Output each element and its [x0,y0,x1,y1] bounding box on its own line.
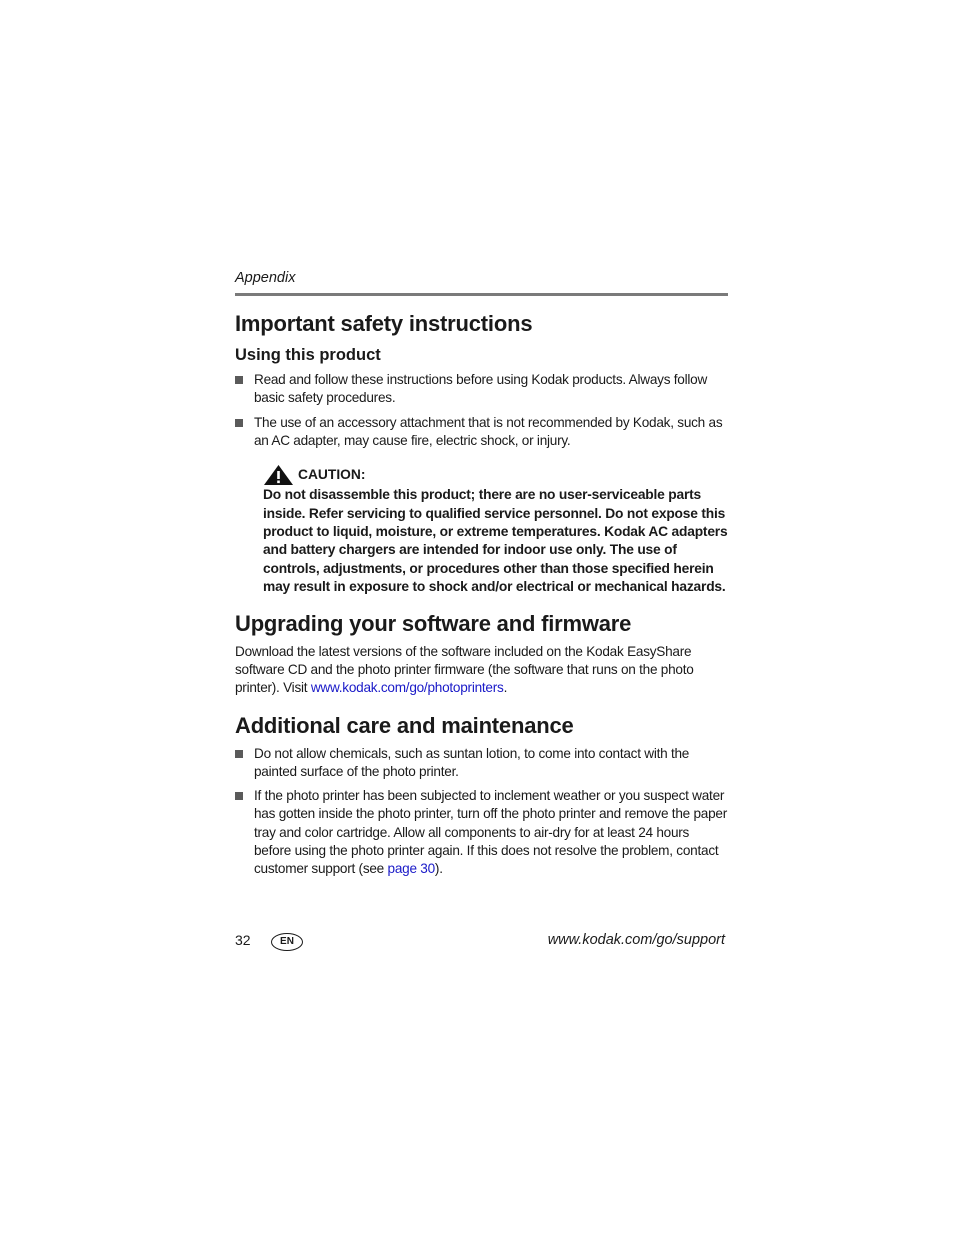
bullet-text: The use of an accessory attachment that is not recommended by Kodak, such as an AC adapter, may cause fire, electric shock, or injury. [254,414,723,448]
caution-box [263,464,728,596]
safety-bullet-list [235,371,728,450]
upgrading-heading: Upgrading your software and firmware [235,610,632,636]
warning-triangle-icon [263,464,294,486]
page-30-link[interactable]: page 30 [387,861,435,877]
care-heading: Additional care and maintenance [235,712,574,738]
upgrading-paragraph [235,643,728,698]
bullet-text: If the photo printer has been subjected to inclement weather or you suspect water has gotten inside the photo printer, turn off the photo printer and remove the paper tray and color cartridge. Allow all components to air-dry for at least 24 hours before using the photo printer again. If this does not resolve the problem, contact customer support (see [254,788,727,877]
caution-text: Do not disassemble this product; there are no user-serviceable parts inside. Refer servicing to qualified service personnel. Do not expose this product to liquid, moisture, or extreme temperatures. Kodak AC adapters and battery chargers are intended for indoor use only. The use of controls, adjustments, or procedures other than those specified herein may result in exposure to shock and/or electrical or mechanical hazards. [263,487,728,595]
bullet-text-end: ). [434,861,443,877]
caution-header [263,464,728,486]
list-item [235,414,728,451]
header-rule [235,293,728,296]
bullet-square-icon [235,376,243,384]
bullet-square-icon [235,419,243,427]
upgrading-text: Download the latest versions of the software included on the Kodak EasyShare software CD and the photo printer firmware (the software that runs on the photo printer). Visit [235,643,694,696]
care-bullet-list [235,745,728,879]
bullet-text: Do not allow chemicals, such as suntan lotion, to come into contact with the painted surface of the photo printer. [254,745,690,779]
bullet-square-icon [235,792,243,800]
page-content [235,268,728,879]
upgrading-text-end: . [503,680,508,696]
list-item [235,371,728,408]
photoprinters-link[interactable]: www.kodak.com/go/photoprinters [310,680,504,696]
page-number: 32 [235,932,251,948]
list-item [235,745,728,782]
support-url[interactable]: www.kodak.com/go/support [547,932,725,948]
using-product-subheading: Using this product [235,346,381,364]
language-badge: EN [271,933,303,951]
list-item [235,787,728,878]
safety-heading: Important safety instructions [235,311,533,336]
bullet-text: Read and follow these instructions before using Kodak products. Always follow basic safety procedures. [254,372,708,406]
running-head: Appendix [235,270,296,286]
bullet-square-icon [235,750,243,758]
caution-label: CAUTION: [298,467,366,483]
page-footer [235,930,725,954]
